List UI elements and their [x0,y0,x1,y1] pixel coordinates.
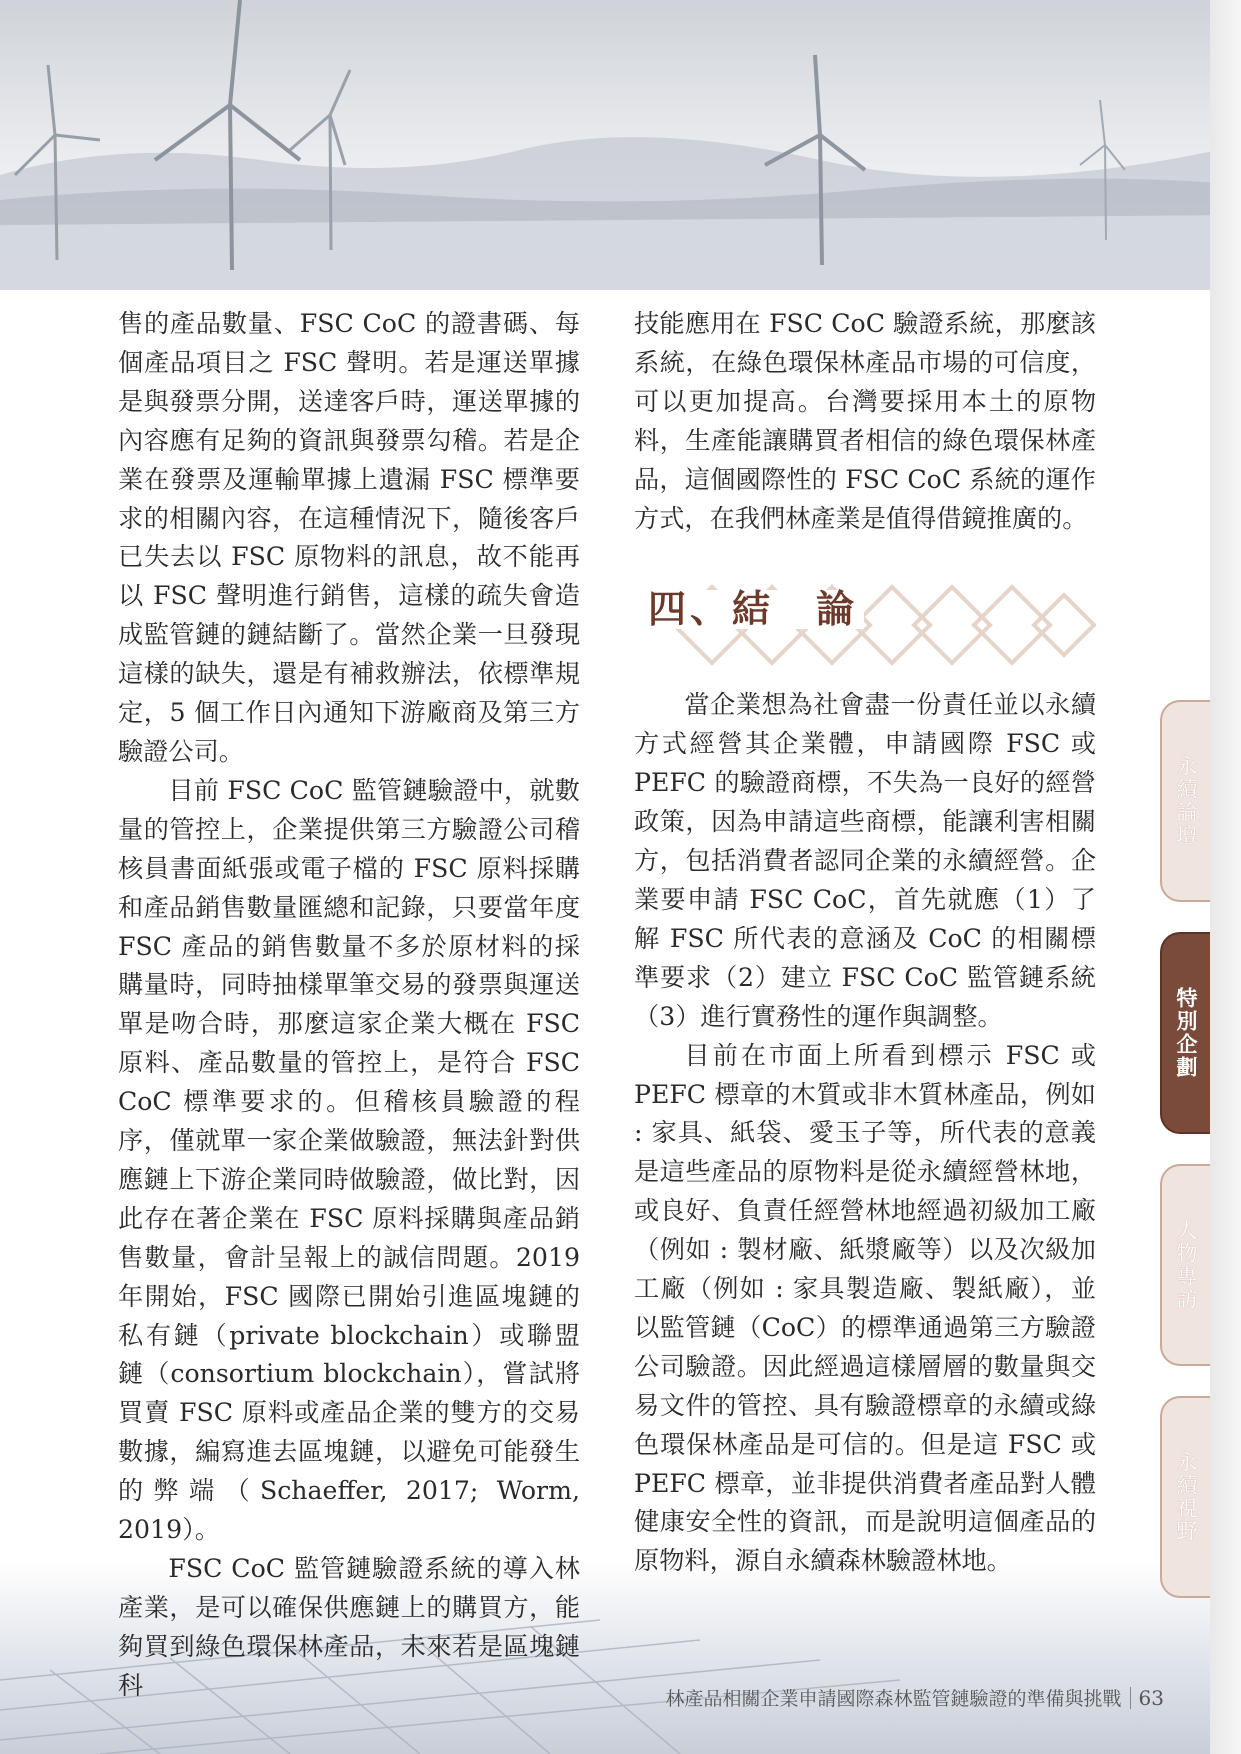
running-title: 林產品相關企業申請國際森林監管鏈驗證的準備與挑戰 [665,1688,1122,1710]
tab-special-feature[interactable]: 特別企劃 [1160,932,1210,1134]
section-heading [634,578,1096,672]
section-title: 四、結 論 [642,590,864,629]
right-paragraph-1: 當企業想為社會盡一份責任並以永續方式經營其企業體，申請國際 FSC 或 PEFC 的驗證商標，不失為一良好的經營政策，因為申請這些商標，能讓利害相關方，包括消費者認同企業的永續經營。企業要申請 FSC CoC，首先就應（1）了解 FSC 所代表的意涵及 CoC 的相關標準要求（2）建立 FSC CoC 監管鏈系統（3）進行實務性的運作與調整。 [634,690,1096,1031]
tab-sustainability-forum[interactable]: 永續論壇 [1160,700,1210,902]
left-column [118,305,580,1706]
left-paragraph-1: 售的產品數量、FSC CoC 的證書碼、每個產品項目之 FSC 聲明。若是運送單據是與發票分開，送達客戶時，運送單據的內容應有足夠的資訊與發票勾稽。若是企業在發票及運輸單據上遺漏 FSC 標準要求的相關內容，在這種情況下，隨後客戶已失去以 FSC 原物料的訊息，故不能再以 FSC 聲明進行銷售，這樣的疏失會造成監管鏈的鏈結斷了。當然企業一旦發現這樣的缺失，還是有補救辦法，依標準規定，5 個工作日內通知下游廠商及第三方驗證公司。 [118,309,580,766]
header-banner-image [0,0,1241,290]
wind-turbines-illustration [0,0,1241,290]
left-paragraph-2: 目前 FSC CoC 監管鏈驗證中，就數量的管控上，企業提供第三方驗證公司稽核員書面紙張或電子檔的 FSC 原料採購和產品銷售數量匯總和記錄，只要當年度 FSC 產品的銷售數量不多於原材料的採購量時，同時抽樣單筆交易的發票與運送單是吻合時，那麼這家企業大概在 FSC 原料、產品數量的管控上，是符合 FSC CoC 標準要求的。但稽核員驗證的程序，僅就單一家企業做驗證，無法針對供應鏈上下游企業同時做驗證，做比對，因此存在著企業在 FSC 原料採購與產品銷售數量，會計呈報上的誠信問題。2019 年開始，FSC 國際已開始引進區塊鏈的私有鏈（private blockchain）或聯盟鏈（consortium blockchain），嘗試將買賣 FSC 原料或產品企業的雙方的交易數據，編寫進去區塊鏈，以避免可能發生的弊端（Schaeffer, 2017; Worm, 2019）。 [118,775,580,1545]
footer-divider [1130,1687,1131,1709]
right-paragraph-2: 目前在市面上所看到標示 FSC 或 PEFC 標章的木質或非木質林產品，例如 : 家具、紙袋、愛玉子等，所代表的意義是這些產品的原物料是從永續經營林地，或良好、負責任經營林地經過初級加工廠（例如 : 製材廠、紙漿廠等）以及次級加工廠（例如 : 家具製造廠、製紙廠），並以監管鏈（CoC）的標準通過第三方驗證公司驗證。因此經過這樣層層的數量與交易文件的管控、具有驗證標章的永續或綠色環保林產品是可信的。但是這 FSC 或 PEFC 標章，並非提供消費者產品對人體健康安全性的資訊，而是說明這個產品的原物料，源自永續森林驗證林地。 [634,1040,1096,1576]
tab-interview[interactable]: 人物專訪 [1160,1164,1210,1366]
left-paragraph-3: FSC CoC 監管鏈驗證系統的導入林產業，是可以確保供應鏈上的購買方，能夠買到綠色環保林產品，未來若是區塊鏈科 [118,1554,580,1700]
right-column [634,305,1096,1581]
right-paragraph-continued: 技能應用在 FSC CoC 驗證系統，那麼該系統，在綠色環保林產品市場的可信度，可以更加提高。台灣要採用本土的原物料，生產能讓購買者相信的綠色環保林產品，這個國際性的 FSC CoC 系統的運作方式，在我們林產業是值得借鏡推廣的。 [634,309,1096,533]
page-footer [666,1684,1164,1711]
page-edge [1210,0,1241,1754]
page-number: 63 [1138,1685,1164,1710]
tab-sustainability-vision[interactable]: 永續視野 [1160,1396,1210,1598]
